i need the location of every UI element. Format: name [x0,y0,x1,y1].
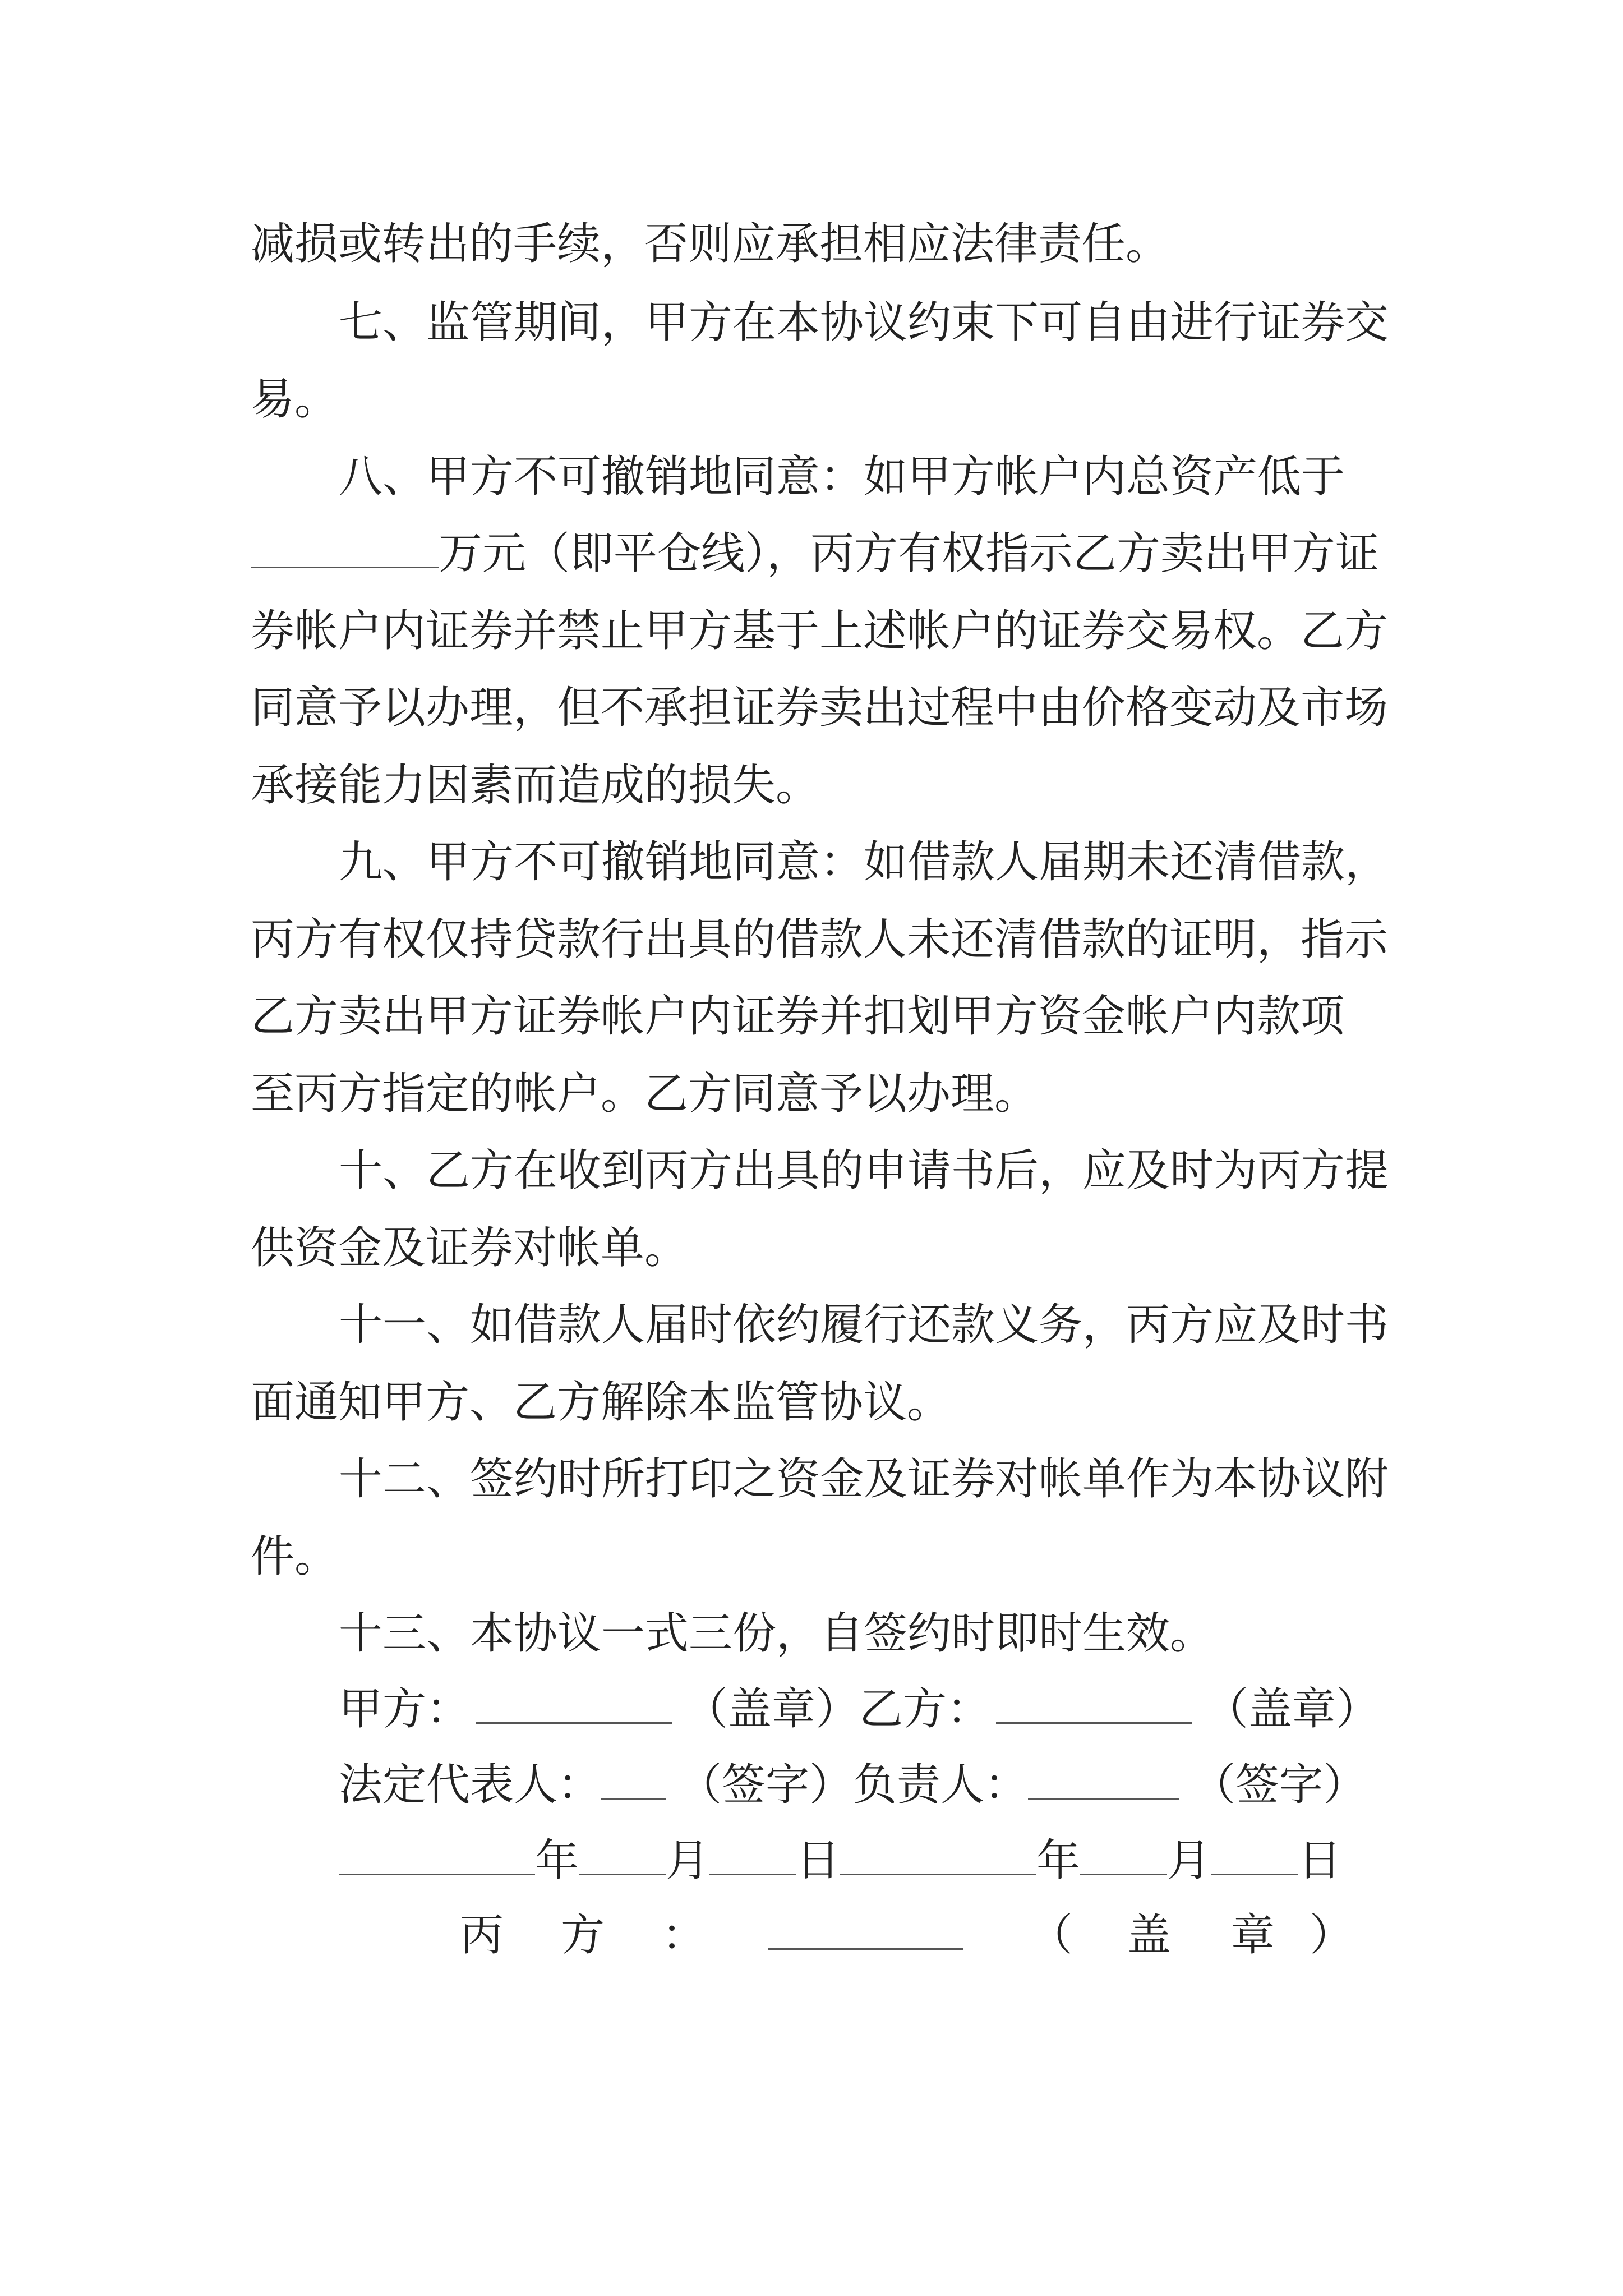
party-c-seal-open: （ [1029,1910,1073,1961]
party-a-blank [476,1687,672,1724]
clause-8-line-4: 同意予以办理，但不承担证券卖出过程中由价格变动及市场 [251,683,1389,733]
party-c-seal-char-2: 章 [1231,1910,1275,1961]
signature-row-signers [339,1757,1367,1813]
date-a-month: 月 [666,1835,710,1886]
person-in-charge-label: 负责人： [853,1760,1029,1810]
clause-13: 十三、本协议一式三份，自签约时即时生效。 [339,1608,1214,1659]
signature-row-dates [339,1833,1341,1889]
clause-8-line-1: 八、甲方不可撤销地同意：如甲方帐户内总资产低于 [339,452,1345,502]
clause-10-line-1: 十、乙方在收到丙方出具的申请书后，应及时为丙方提 [339,1145,1389,1196]
clause-9-line-1: 九、甲方不可撤销地同意：如借款人届期未还清借款， [339,837,1389,887]
party-a-label: 甲方： [339,1684,471,1734]
person-in-charge-blank [1028,1763,1179,1800]
clause-7-line-1: 七、监管期间，甲方在本协议约束下可自由进行证券交 [339,297,1389,348]
clause-10-line-2: 供资金及证券对帐单。 [251,1223,689,1273]
date-b-day: 日 [1298,1835,1342,1886]
clause-9-line-4: 至丙方指定的帐户。乙方同意予以办理。 [251,1069,1039,1119]
date-a-day: 日 [796,1835,841,1886]
clause-9-line-3: 乙方卖出甲方证券帐户内证券并扣划甲方资金帐户内款项 [251,991,1345,1042]
party-a-seal: （盖章） [684,1684,860,1734]
party-b-seal: （盖章） [1205,1684,1380,1734]
date-b-year: 年 [1036,1835,1081,1886]
party-c-colon: ： [662,1910,706,1961]
party-c-blank [768,1913,963,1950]
party-c-seal-close: ） [1310,1910,1354,1961]
party-c-char-1: 丙 [460,1910,504,1961]
clause-6-tail: 减损或转出的手续，否则应承担相应法律责任。 [251,219,1170,269]
party-c-char-2: 方 [561,1910,605,1961]
party-b-label: 乙方： [859,1684,991,1734]
party-c-signature [768,1907,963,1963]
clause-7-line-2: 易。 [251,374,339,425]
party-c-seal-char-1: 盖 [1127,1910,1172,1961]
clause-8-line-5: 承接能力因素而造成的损失。 [251,760,820,811]
clause-11-line-1: 十一、如借款人届时依约履行还款义务，丙方应及时书 [339,1300,1389,1350]
clause-8-line-2-text: 万元（即平仓线），丙方有权指示乙方卖出甲方证 [439,528,1380,579]
person-in-charge-sign: （签字） [1192,1760,1367,1810]
date-b-month-blank [1080,1839,1167,1875]
legal-rep-label: 法定代表人： [339,1760,602,1810]
party-b-blank [996,1687,1192,1724]
signature-row-seals [339,1681,1380,1737]
clause-12-line-2: 件。 [251,1531,339,1582]
clause-11-line-2: 面通知甲方、乙方解除本监管协议。 [251,1377,951,1428]
threshold-amount-blank [251,532,439,568]
date-a-month-blank [579,1839,666,1875]
date-a-year-blank [339,1839,535,1875]
clause-12-line-1: 十二、签约时所打印之资金及证券对帐单作为本协议附 [339,1454,1389,1504]
date-a-year: 年 [535,1835,579,1886]
clause-8-line-2 [251,526,1379,582]
clause-9-line-2: 丙方有权仅持贷款行出具的借款人未还清借款的证明，指示 [251,914,1389,965]
date-b-day-blank [1211,1839,1298,1875]
date-b-month: 月 [1167,1835,1211,1886]
legal-rep-sign: （签字） [678,1760,854,1810]
date-a-day-blank [709,1839,796,1875]
clause-8-line-3: 券帐户内证券并禁止甲方基于上述帐户的证券交易权。乙方 [251,606,1389,656]
date-b-year-blank [840,1839,1036,1875]
legal-rep-blank [601,1763,666,1800]
